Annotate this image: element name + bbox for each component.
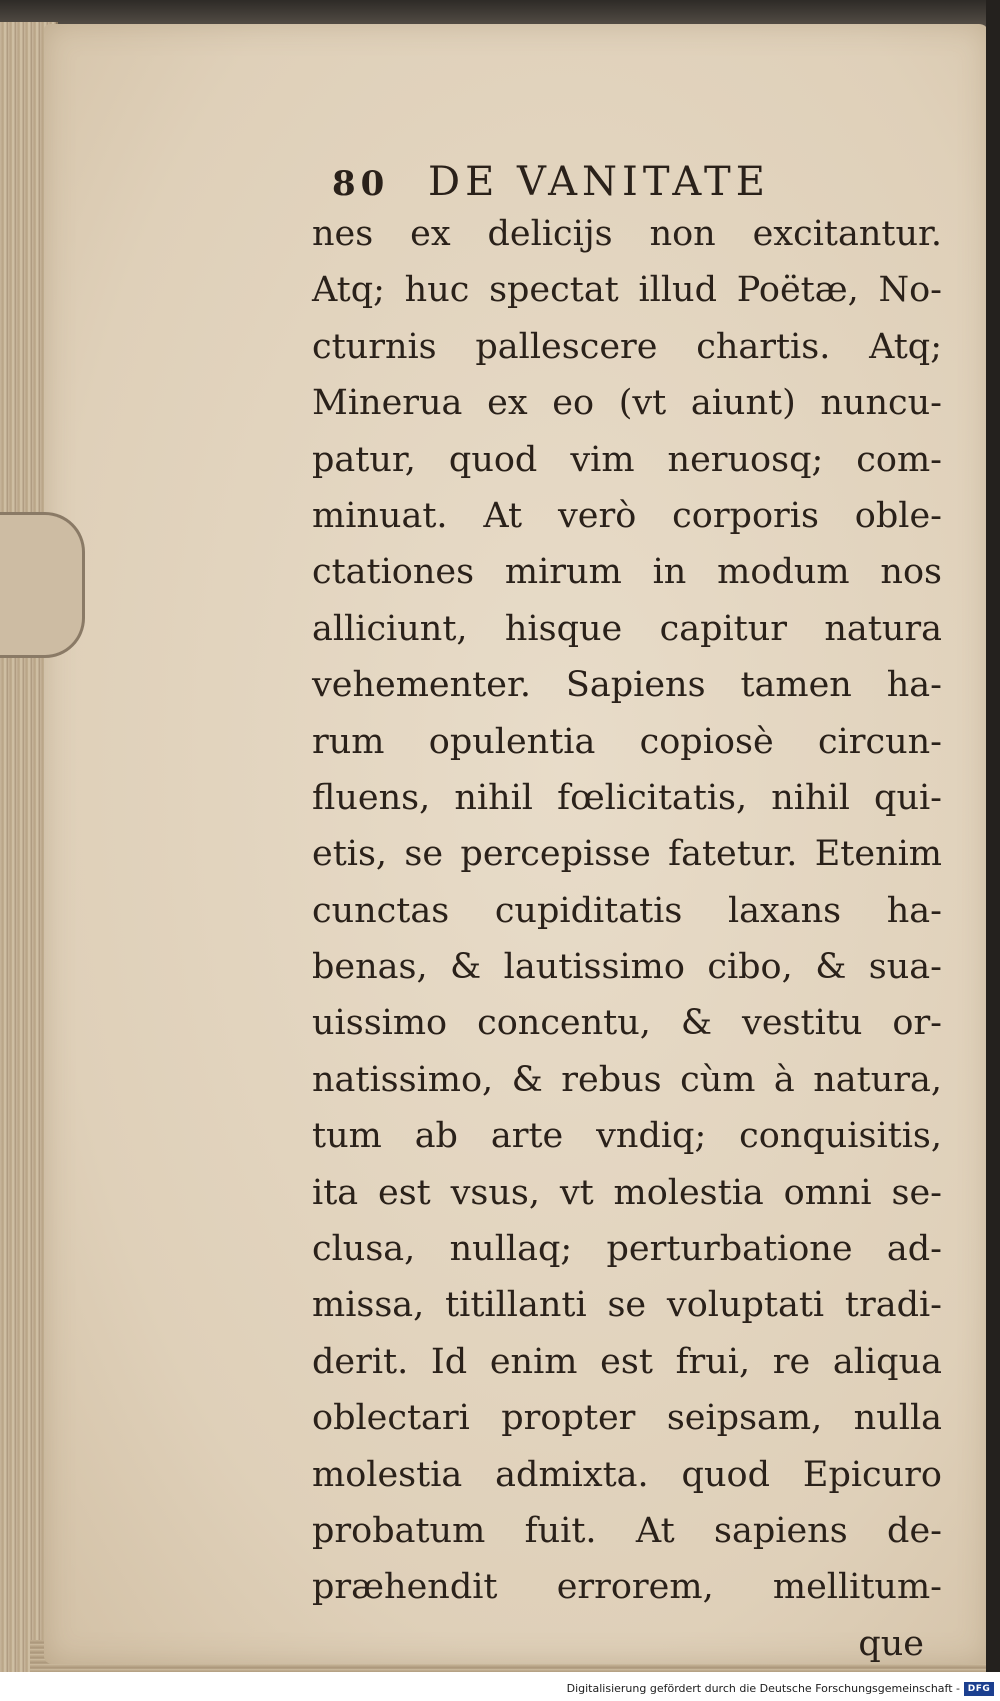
footer: [0, 1672, 1000, 1701]
text-line: Minerua ex eo (vt aiunt) nuncu-: [312, 383, 942, 424]
text-line: missa, titillanti se voluptati tradi-: [312, 1285, 942, 1326]
text-line: natissimo, & rebus cùm à natura,: [312, 1059, 942, 1100]
text-line: minuat. At verò corporis oble-: [312, 495, 942, 536]
text-line: molestia admixta. quod Epicuro: [312, 1454, 942, 1495]
text-line: ita est vsus, vt molestia omni se-: [312, 1172, 942, 1213]
page-number: 80: [332, 164, 390, 204]
catchword: que: [858, 1623, 924, 1664]
text-line: præhendit errorem, mellitum-: [312, 1567, 942, 1608]
text-line: probatum fuit. At sapiens de-: [312, 1510, 942, 1551]
text-line: vehementer. Sapiens tamen ha-: [312, 665, 942, 706]
text-line: ctationes mirum in modum nos: [312, 552, 942, 593]
text-line: rum opulentia copiosè circun-: [312, 721, 942, 762]
text-line: alliciunt, hisque capitur natura: [312, 608, 942, 649]
running-head: [332, 158, 942, 206]
text-line: benas, & lautissimo cibo, & sua-: [312, 947, 942, 988]
book-clasp: [0, 512, 85, 658]
text-line: nes ex delicijs non excitantur.: [312, 214, 942, 254]
text-line: Atq; huc spectat illud Poëtæ, No-: [312, 270, 942, 311]
running-title: DE VANITATE: [428, 159, 770, 205]
text-line: cunctas cupiditatis laxans ha-: [312, 890, 942, 931]
page-text-block: [312, 158, 942, 1672]
text-line: patur, quod vim neruosq; com-: [312, 439, 942, 480]
text-line: cturnis pallescere chartis. Atq;: [312, 326, 942, 367]
text-line: derit. Id enim est frui, re aliqua: [312, 1341, 942, 1382]
text-line: etis, se percepisse fatetur. Etenim: [312, 834, 942, 875]
text-line: tum ab arte vndiq; conquisitis,: [312, 1116, 942, 1157]
dfg-logo: DFG: [964, 1682, 994, 1696]
scan-right-background: [986, 0, 1000, 1701]
text-line: fluens, nihil fœlicitatis, nihil qui-: [312, 777, 942, 818]
text-line: clusa, nullaq; perturbatione ad-: [312, 1229, 942, 1270]
text-line: uissimo concentu, & vestitu or-: [312, 1003, 942, 1044]
digitization-credit: Digitalisierung gefördert durch die Deutsche Forschungsgemeinschaft -: [566, 1682, 960, 1695]
text-line: oblectari propter seipsam, nulla: [312, 1398, 942, 1439]
text-lines: [312, 206, 942, 1672]
